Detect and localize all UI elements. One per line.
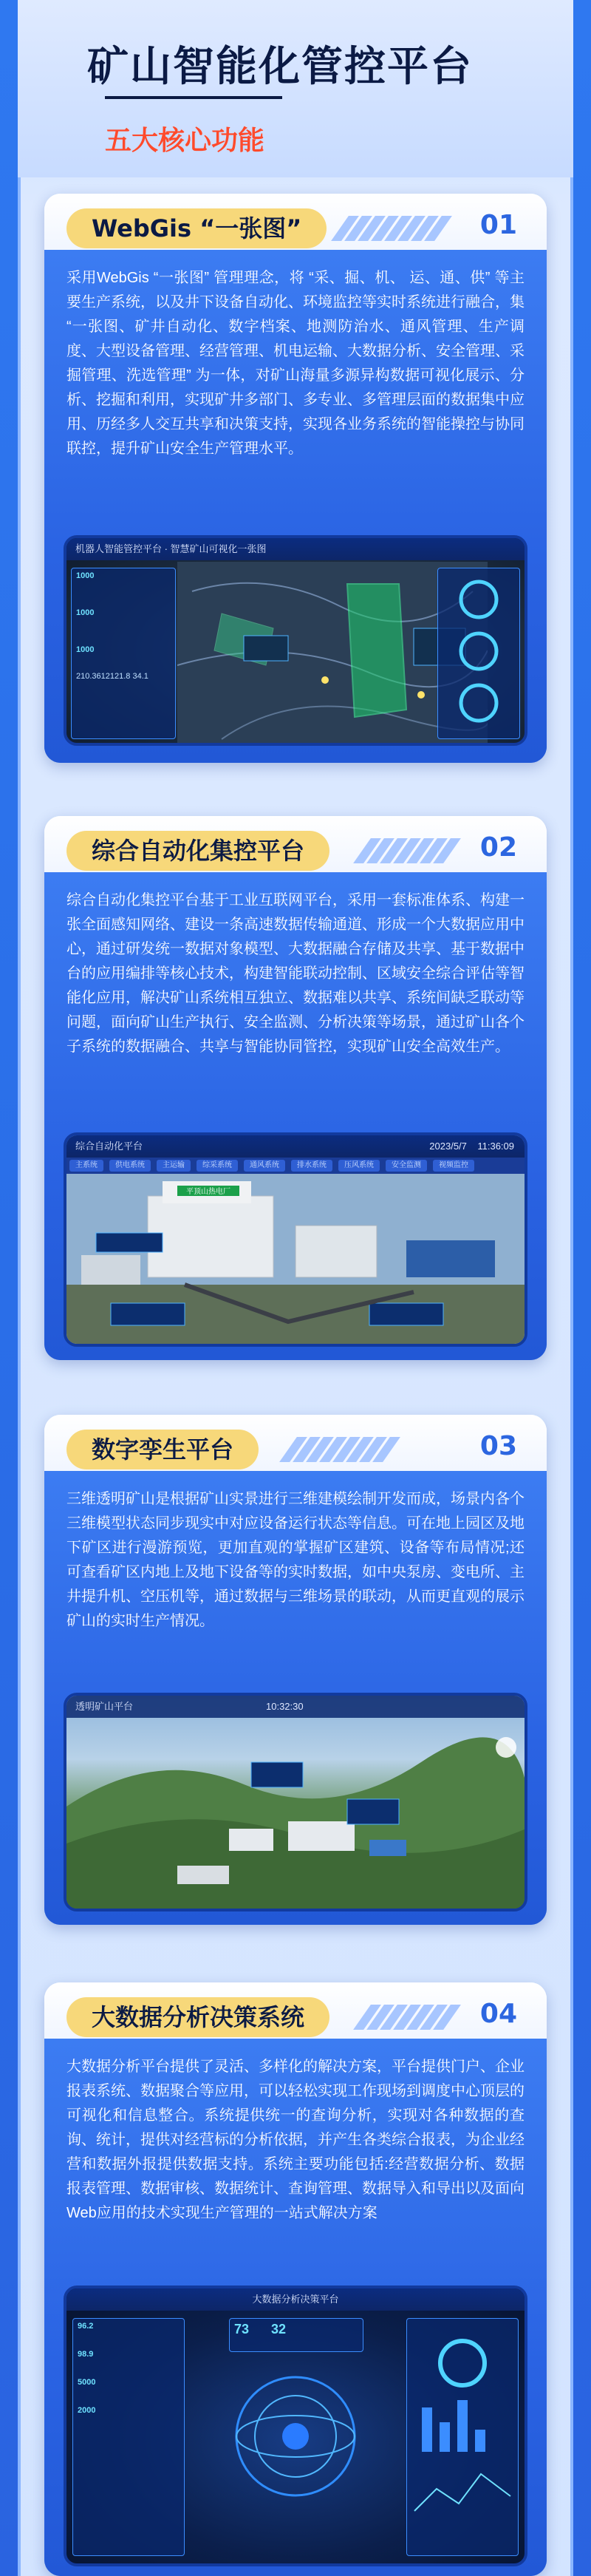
tab-4[interactable]: 通风系统 (244, 1160, 285, 1172)
tab-5[interactable]: 排水系统 (291, 1160, 332, 1172)
date-readout: 2023/5/7 (429, 1141, 467, 1152)
app-title: 透明矿山平台 (75, 1701, 134, 1712)
readout: 1000 (76, 645, 95, 654)
page-subtitle: 五大核心功能 (105, 126, 265, 156)
section-digital-twin (44, 1415, 547, 1925)
readout: 34.1 (132, 672, 148, 681)
section-webgis (44, 194, 547, 763)
tab-7[interactable]: 安全监测 (386, 1160, 427, 1172)
tab-2[interactable]: 主运输 (157, 1160, 191, 1172)
plant-scene[interactable] (66, 1174, 526, 1345)
right-panel (406, 2318, 519, 2556)
stat-value: 32 (271, 2322, 287, 2337)
chevrons-decoration (362, 838, 488, 865)
readout: 1000 (76, 571, 95, 580)
page-title: 矿山智能化管控平台 (87, 43, 473, 91)
stat-value: 98.9 (78, 2350, 94, 2359)
section-description: 采用WebGis “一张图” 管理理念，将 “采、掘、机、 运、通、供” 等主要生产系统，以及井下设备自动化、环境监控等实时系统进行融合，集 “一张图、矿井自动化、数字档案、地测防治水、通风管理、生产调度、大型设备管理、经营管理、机电运输、大数据分析、安全管理、采掘管理、洗选管理” 为一体，对矿山海量多源异构数据可视化展示、分析、挖掘和利用，实现矿井多部门、多专业、多管理层面的数据集中应用、历经多人交互共享和决策支持，实现各业务系统的智能操控与协同联控，提升矿山安全生产管理水平。 (66, 270, 525, 457)
tab-0[interactable]: 主系统 (69, 1160, 103, 1172)
section-tag: 综合自动化集控平台 (66, 831, 329, 871)
stat-value: 2000 (78, 2406, 96, 2415)
globe-graphic (222, 2362, 369, 2510)
chevrons-decoration (340, 216, 465, 242)
left-panel (71, 568, 176, 739)
tab-6[interactable]: 压风系统 (338, 1160, 380, 1172)
tab-1[interactable]: 供电系统 (109, 1160, 151, 1172)
gauge-icons (438, 568, 519, 738)
section-number: 04 (479, 1999, 517, 2029)
right-panel (437, 568, 520, 739)
section-number: 02 (479, 832, 517, 863)
webgis-screenshot (64, 535, 527, 746)
readout: 1000 (76, 608, 95, 617)
building-sign: 平顶山热电厂 (186, 1188, 230, 1196)
system-tabs (66, 1158, 525, 1174)
section-number: 01 (479, 210, 517, 240)
stat-value: 96.2 (78, 2322, 94, 2331)
section-description: 三维透明矿山是根据矿山实景进行三维建模绘制开发而成，场景内各个三维模型状态同步现实中对应设备运行状态等信息。可在地上园区及地下矿区进行漫游预览，更加直观的掌握矿区建筑、设备等布局情况;还可查看矿区内地上及地下设备等的实时数据，如中央泵房、变电所、主井提升机、空压机等，通过数据与三维场景的联动，从而更直观的展示矿山的实时生产情况。 (66, 1491, 525, 1629)
center-stats (229, 2318, 363, 2352)
readout: 210.3612121.8 (76, 672, 131, 681)
screenshot-titlebar: 大数据分析决策平台 (66, 2288, 525, 2311)
section-big-data (44, 1982, 547, 2576)
section-tag: WebGis “一张图” (66, 208, 327, 248)
time-readout: 10:32:30 (266, 1701, 304, 1712)
section-tag: 数字孪生平台 (66, 1430, 259, 1469)
screenshot-titlebar (66, 1135, 525, 1158)
section-number: 03 (479, 1431, 517, 1461)
section-tag: 大数据分析决策系统 (66, 1997, 329, 2037)
digital-twin-screenshot (64, 1693, 527, 1911)
stat-value: 73 (234, 2322, 250, 2337)
section-description: 综合自动化集控平台基于工业互联网平台，采用一套标准体系、构建一张全面感知网络、建设一条高速数据传输通道、形成一个大数据应用中心，通过研发统一数据对象模型、大数据融合存储及共享、基于数据中台的应用编排等核心技术，构建智能联动控制、区域安全综合评估等智能化应用，解决矿山系统相互独立、数据难以共享、系统间缺乏联动等问题，面向矿山生产执行、安全监测、分析决策等场景，通过矿山各个子系统的数据融合、共享与智能协同管控，实现矿山安全高效生产。 (66, 892, 525, 1055)
title-underline (105, 96, 282, 99)
section-automation (44, 816, 547, 1360)
section-description: 大数据分析平台提供了灵活、多样化的解决方案，平台提供门户、企业报表系统、数据聚合等应用，可以轻松实现工作现场到调度中心顶层的可视化和信息整合。系统提供统一的查询分析，实现对各种数据的查询、统计，提供对经营标的分析依据，并产生各类综合报表，为企业经营和数据外报提供数据支持。系统主要功能包括:经营数据分析、数据报表管理、数据审核、数据统计、查询管理、数据导入和导出以及面向Web应用的技术实现生产管理的一站式解决方案 (66, 2059, 525, 2221)
left-panel (72, 2318, 185, 2556)
app-title: 综合自动化平台 (75, 1141, 143, 1152)
screenshot-titlebar (66, 1696, 525, 1718)
time-readout: 11:36:09 (477, 1141, 514, 1152)
big-data-screenshot (64, 2286, 527, 2566)
terrain-scene[interactable] (66, 1718, 526, 1911)
chart-widgets (407, 2319, 518, 2555)
stat-value: 5000 (78, 2378, 96, 2387)
tab-3[interactable]: 综采系统 (197, 1160, 238, 1172)
screenshot-titlebar: 机器人智能管控平台 · 智慧矿山可视化一张图 (66, 538, 525, 560)
chevrons-decoration (288, 1437, 414, 1464)
automation-screenshot (64, 1132, 527, 1347)
chevrons-decoration (362, 2005, 488, 2031)
tab-8[interactable]: 视频监控 (433, 1160, 474, 1172)
